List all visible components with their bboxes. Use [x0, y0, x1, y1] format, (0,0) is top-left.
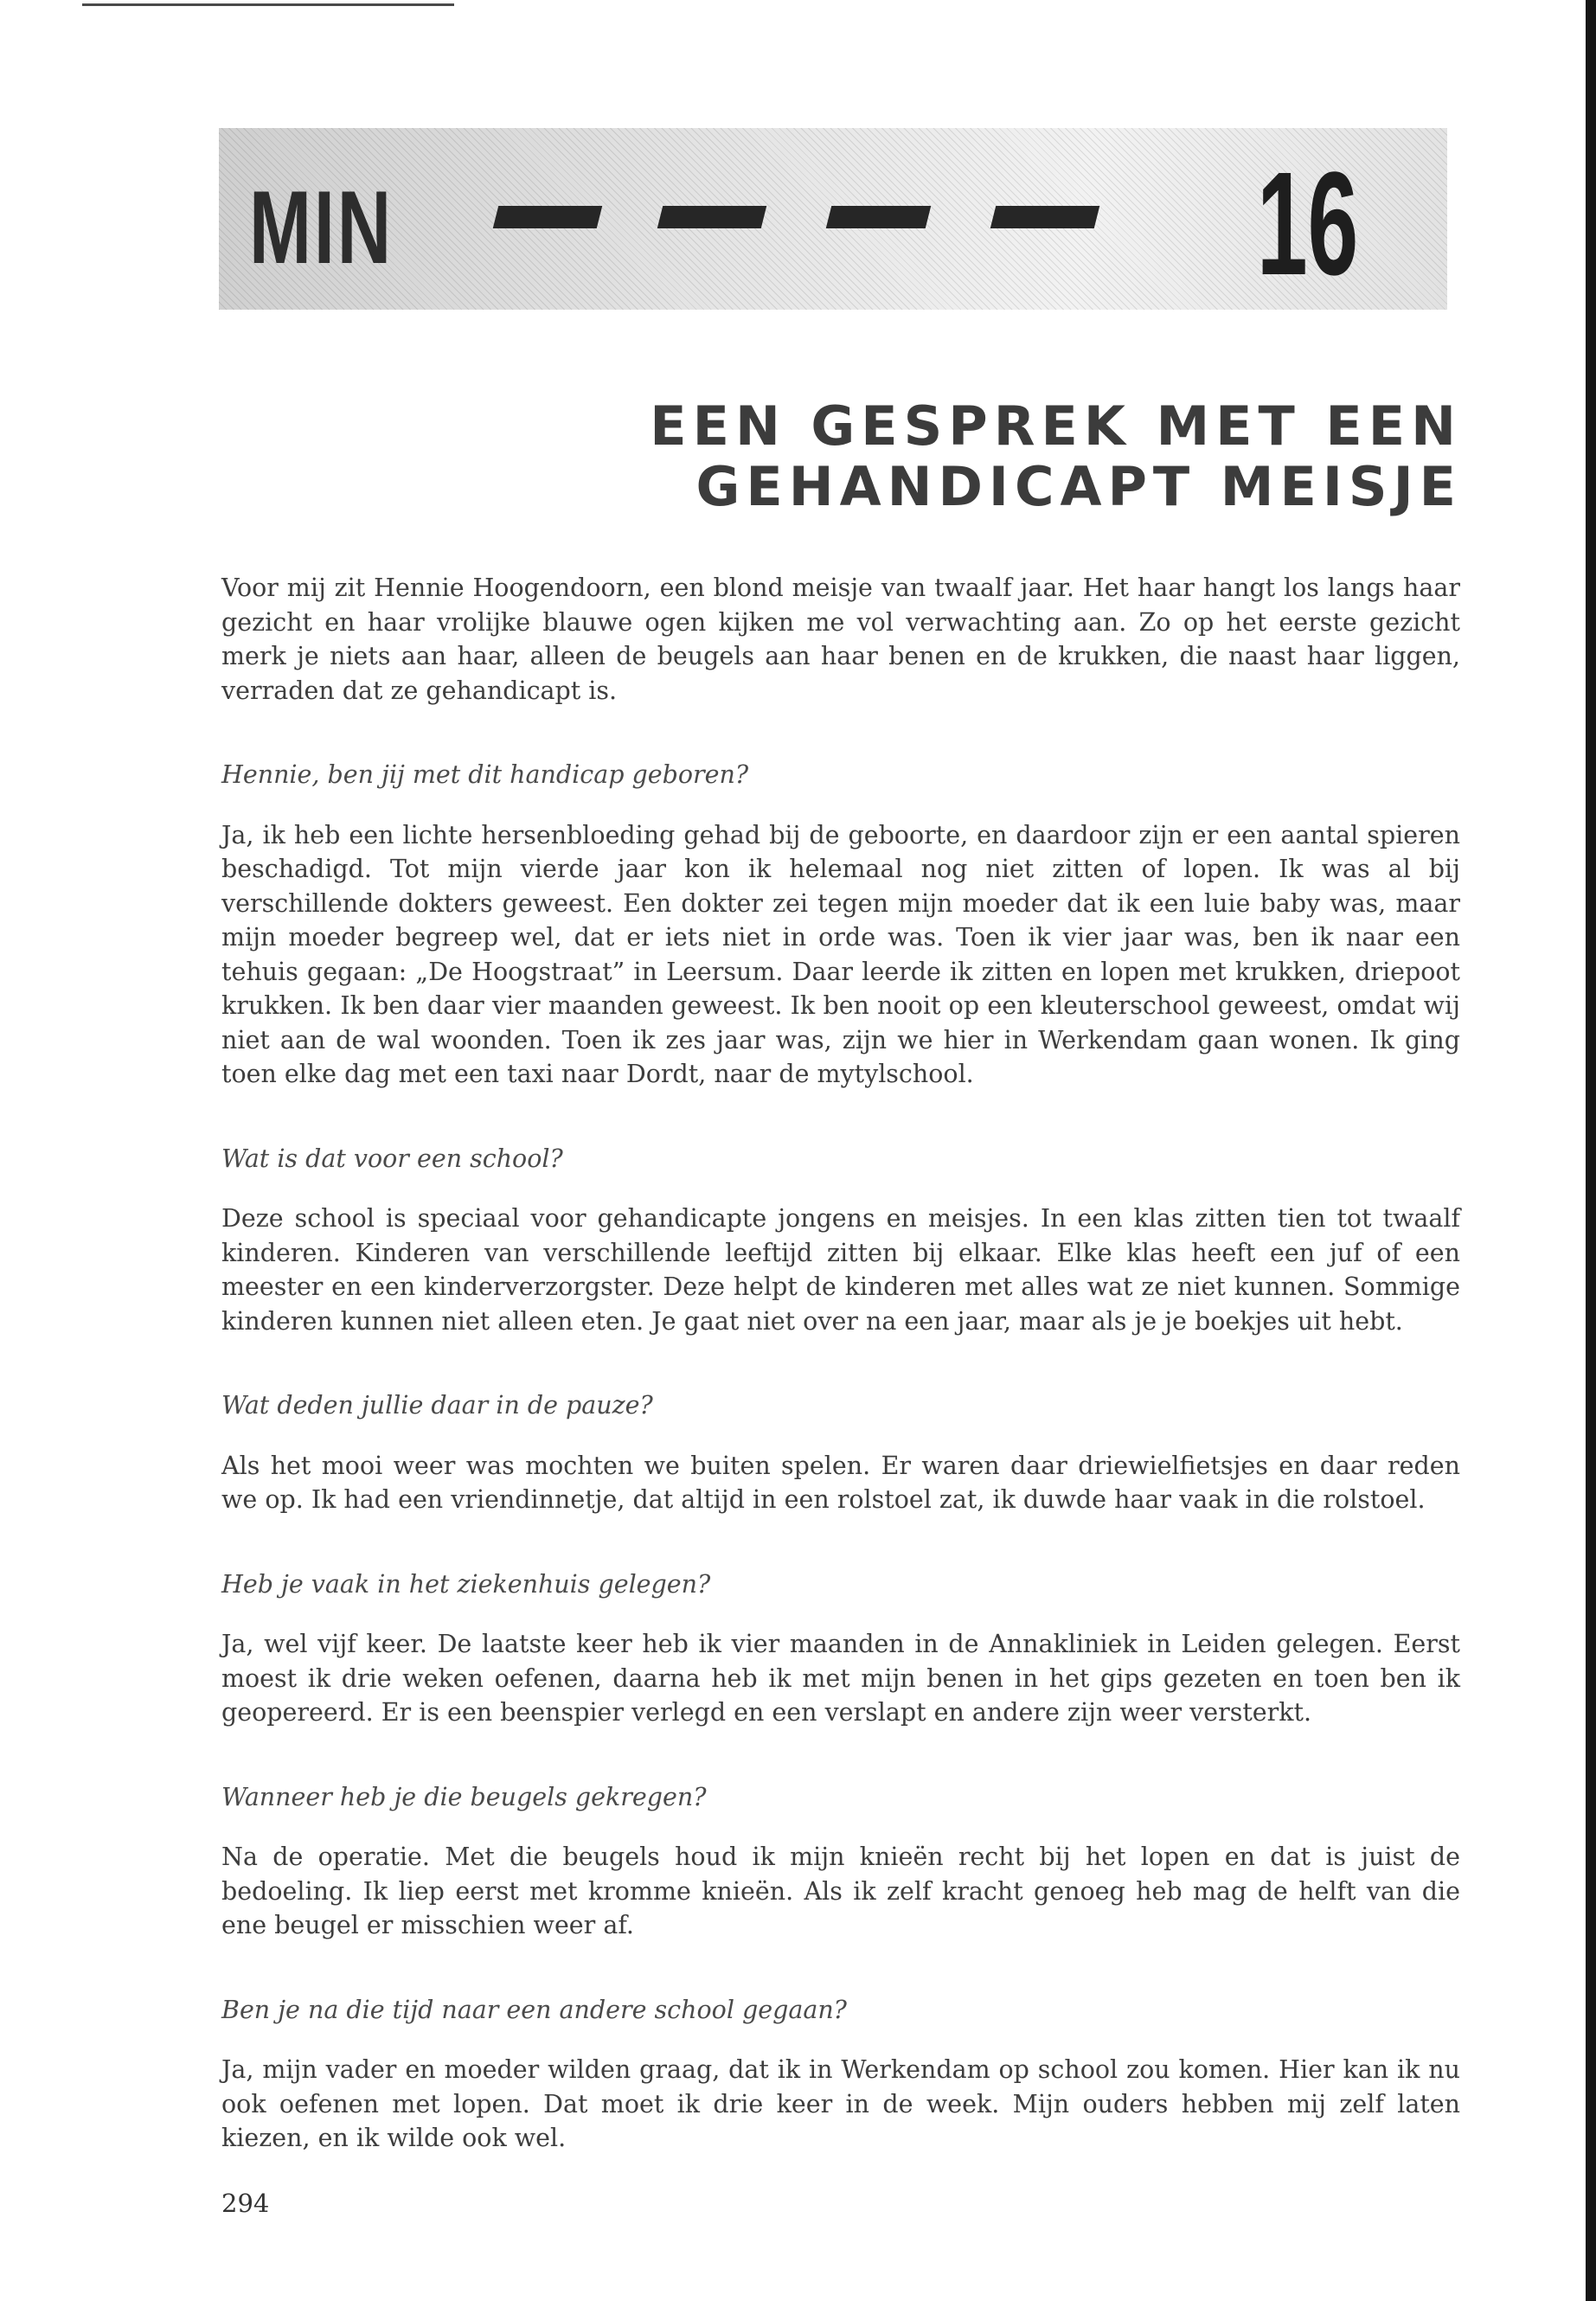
- top-rule: [82, 3, 454, 6]
- header-dash-2: [657, 206, 766, 228]
- question: Hennie, ben jij met dit handicap geboren?: [221, 760, 749, 789]
- column-header-banner: [219, 128, 1447, 310]
- intro-paragraph: Voor mij zit Hennie Hoogendoorn, een blond meisje van twaalf jaar. Het haar hangt los langs haar gezicht en haar vrolijke blauwe ogen kijken me vol verwachting aan. Zo op het eerste gezicht merk je niets aan haar, alleen de beugels aan haar benen en de krukken, die naast haar liggen, verraden dat ze gehandicapt is.: [221, 574, 1460, 705]
- answer: Deze school is speciaal voor gehandicapte jongens en meisjes. In een klas zitten tien tot twaalf kinderen. Kinderen van verschillende leeftijd zitten bij elkaar. Elke klas heeft een juf of een meester en een kinderverzorgster. Deze helpt de kinderen met alles wat ze niet kunnen. Sommige kinderen kunnen niet alleen eten. Je gaat niet over na een jaar, maar als je je boekjes uit hebt.: [221, 1204, 1460, 1336]
- answer: Ja, mijn vader en moeder wilden graag, dat ik in Werkendam op school zou komen. Hier kan ik nu ook oefenen met lopen. Dat moet ik drie keer in de week. Mijn ouders hebben mij zelf laten kiezen, en ik wilde ook wel.: [221, 2055, 1460, 2152]
- article-title-line-1: EEN GESPREK MET EEN: [650, 394, 1462, 458]
- article-title-line-2: GEHANDICAPT MEISJE: [695, 455, 1462, 518]
- answer: Ja, wel vijf keer. De laatste keer heb ik vier maanden in de Annakliniek in Leiden gelegen. Eerst moest ik drie weken oefenen, daarna heb ik met mijn benen in het gips gezeten en toen ben ik geopereerd. Er is een beenspier verlegd en een verslapt en andere zijn weer versterkt.: [221, 1630, 1460, 1727]
- page-number: 294: [221, 2189, 270, 2218]
- page-edge-shadow: [1586, 0, 1596, 2301]
- article-body: [221, 571, 1460, 2206]
- question: Heb je vaak in het ziekenhuis gelegen?: [221, 1569, 711, 1599]
- question: Ben je na die tijd naar een andere school gegaan?: [221, 1995, 847, 2024]
- header-dash-4: [990, 206, 1099, 228]
- answer: Ja, ik heb een lichte hersenbloeding gehad bij de geboorte, en daardoor zijn er een aantal spieren beschadigd. Tot mijn vierde jaar kon ik helemaal nog niet zitten of lopen. Ik was al bij verschillende dokters geweest. Een dokter zei tegen mijn moeder dat ik een luie baby was, maar mijn moeder begreep wel, dat er iets niet in orde was. Toen ik vier jaar was, ben ik naar een tehuis gegaan: „De Hoogstraat” in Leersum. Daar leerde ik zitten en lopen met krukken, driepoot krukken. Ik ben daar vier maanden geweest. Ik ben nooit op een kleuterschool geweest, omdat wij niet aan de wal woonden. Toen ik zes jaar was, zijn we hier in Werkendam gaan wonen. Ik ging toen elke dag met een taxi naar Dordt, naar de mytylschool.: [221, 820, 1460, 1088]
- header-dash-1: [493, 206, 602, 228]
- question: Wat deden jullie daar in de pauze?: [221, 1391, 653, 1420]
- question: Wanneer heb je die beugels gekregen?: [221, 1782, 707, 1811]
- answer: Na de operatie. Met die beugels houd ik mijn knieën recht bij het lopen en dat is juist de bedoeling. Ik liep eerst met kromme knieën. Als ik zelf kracht genoeg heb mag de helft van die ene beugel er misschien weer af.: [221, 1843, 1460, 1939]
- question: Wat is dat voor een school?: [221, 1144, 563, 1173]
- answer: Als het mooi weer was mochten we buiten spelen. Er waren daar driewielfietsjes en daar reden we op. Ik had een vriendinnetje, dat altijd in een rolstoel zat, ik duwde haar vaak in die rolstoel.: [221, 1451, 1460, 1514]
- header-dash-3: [826, 206, 931, 228]
- column-number: 16: [1257, 142, 1359, 306]
- column-name: MIN: [249, 170, 394, 285]
